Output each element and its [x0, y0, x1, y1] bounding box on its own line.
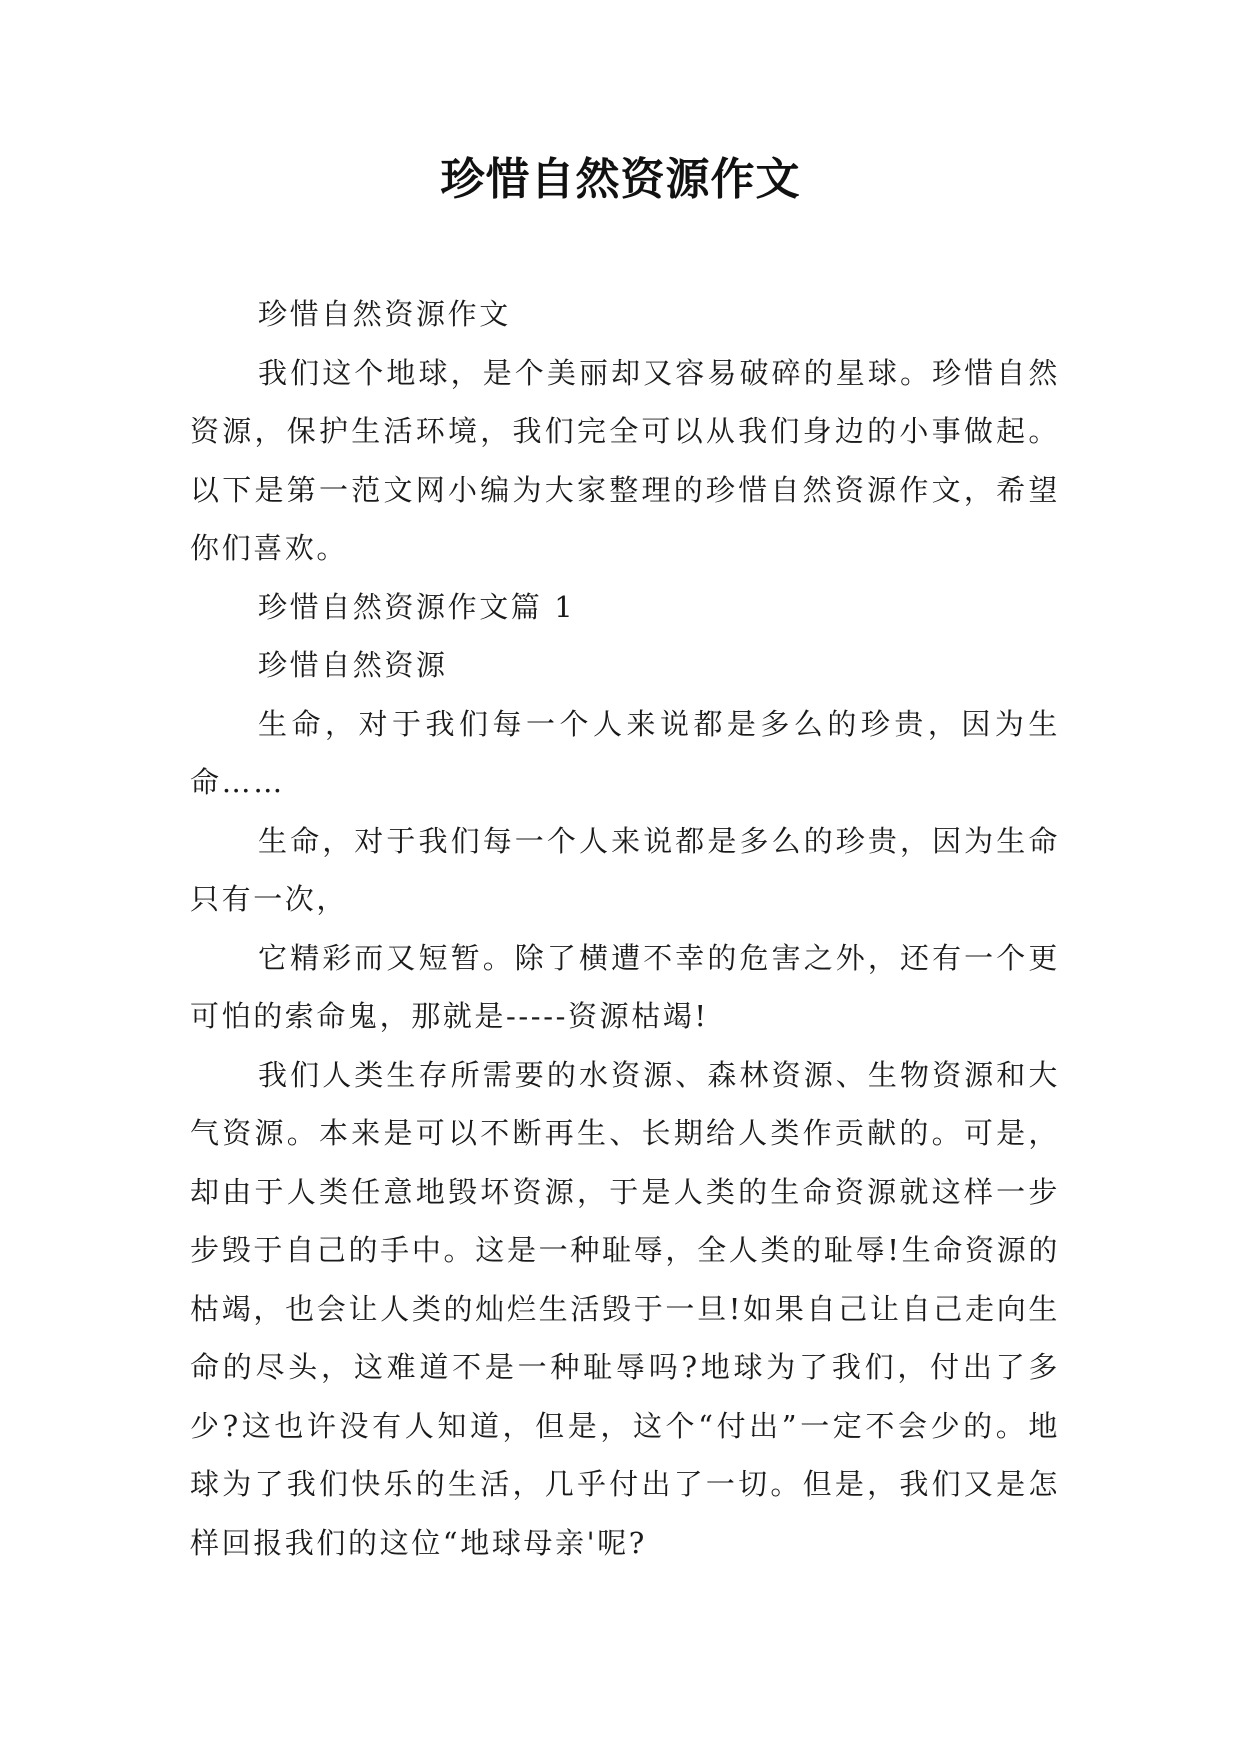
paragraph-excerpt: 生命，对于我们每一个人来说都是多么的珍贵，因为生命…… — [190, 706, 1060, 799]
paragraph-body: 我们人类生存所需要的水资源、森林资源、生物资源和大气资源。本来是可以不断再生、长期给人类作贡献的。可是，却由于人类任意地毁坏资源，于是人类的生命资源就这样一步步毁于自己的手中。这是一种耻辱，全人类的耻辱!生命资源的枯竭，也会让人类的灿烂生活毁于一旦!如果自己让自己走向生命的尽头，这难道不是一种耻辱吗?地球为了我们，付出了多少?这也许没有人知道，但是，这个“付出”一定不会少的。地球为了我们快乐的生活，几乎付出了一切。但是，我们又是怎样回报我们的这位“地球母亲'呢? — [190, 1057, 1060, 1560]
paragraph-essay-title: 珍惜自然资源 — [258, 648, 448, 682]
document-title: 珍惜自然资源作文 — [440, 154, 801, 205]
paragraph-body: 生命，对于我们每一个人来说都是多么的珍贵，因为生命只有一次， — [190, 823, 1060, 916]
paragraph-intro: 我们这个地球，是个美丽却又容易破碎的星球。珍惜自然资源，保护生活环境，我们完全可以从我们身边的小事做起。以下是第一范文网小编为大家整理的珍惜自然资源作文，希望你们喜欢。 — [190, 355, 1060, 565]
document-body — [190, 285, 1060, 1572]
paragraph-subtitle: 珍惜自然资源作文 — [258, 297, 511, 331]
paragraph-body: 它精彩而又短暂。除了横遭不幸的危害之外，还有一个更可怕的索命鬼，那就是-----资源枯竭! — [190, 940, 1060, 1033]
paragraph-section-heading: 珍惜自然资源作文篇 1 — [258, 589, 576, 624]
